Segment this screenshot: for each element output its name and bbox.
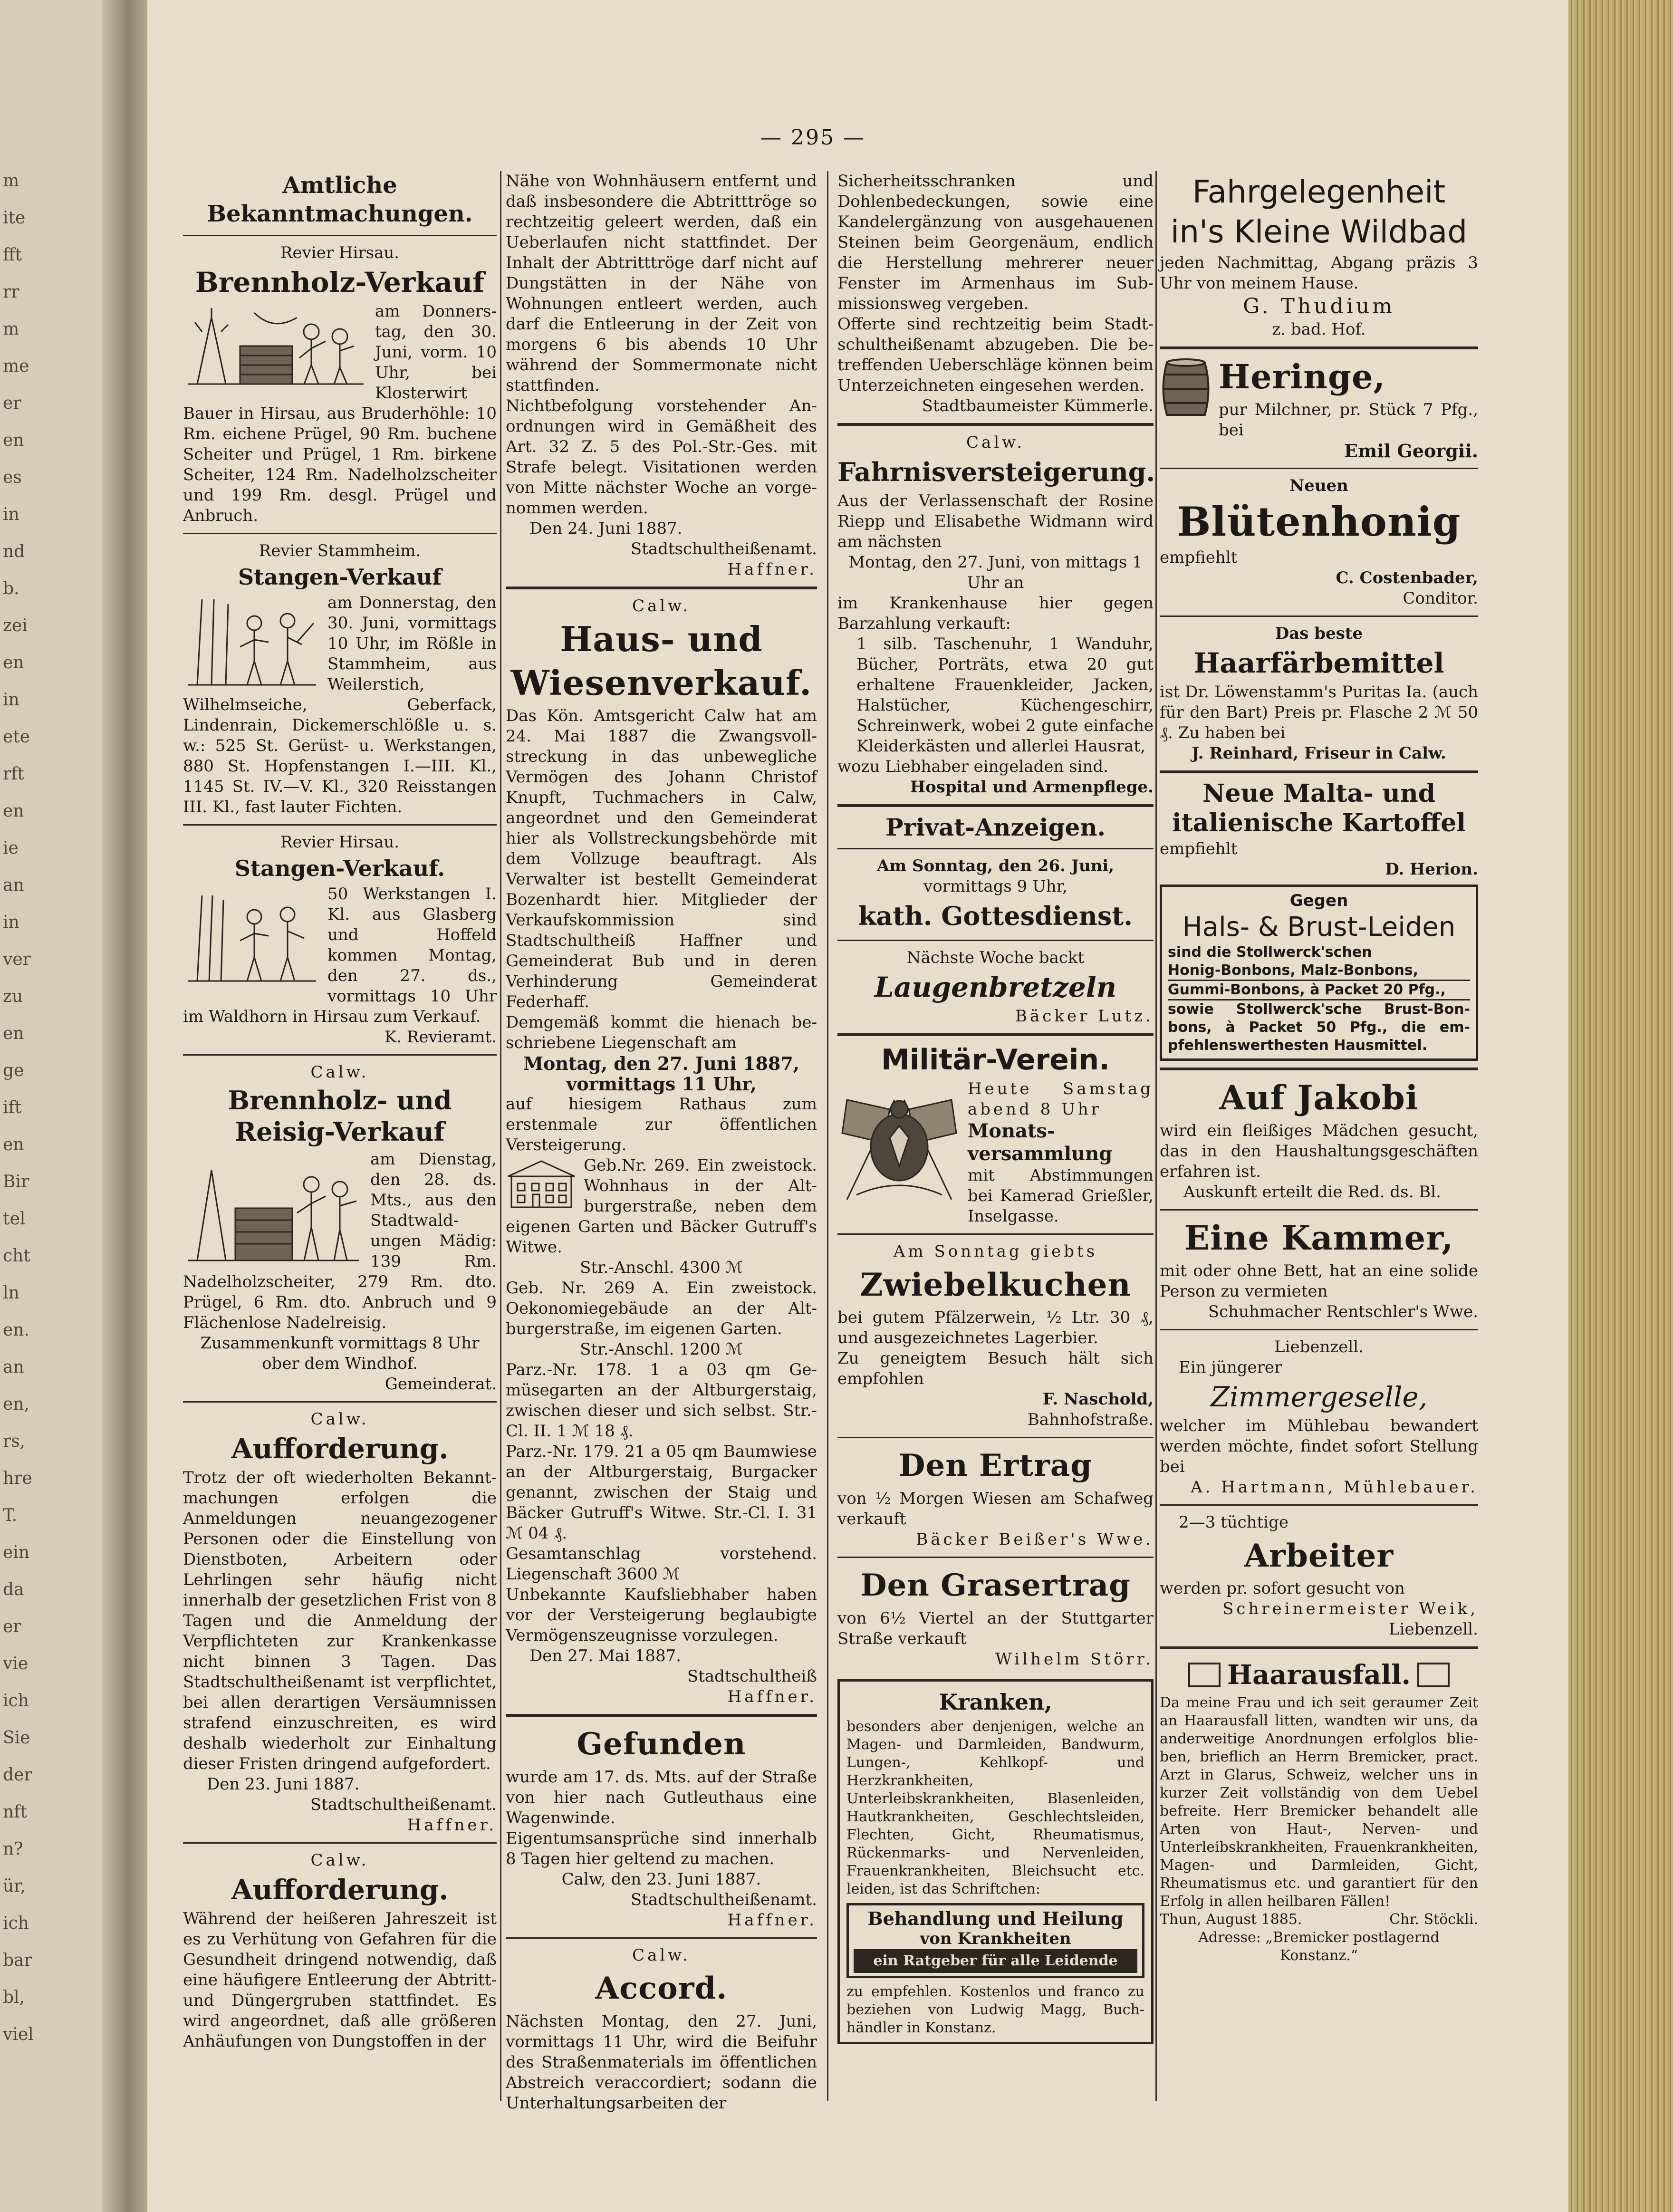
ad-body: von 6½ Viertel an der Stuttgarter Straße verkauft <box>837 1609 1154 1648</box>
ad-title: Hals- & Brust-Leiden <box>1182 912 1456 943</box>
previous-page-fragment: ete <box>3 727 30 747</box>
ad-title: Accord. <box>595 1971 728 2006</box>
ad-office: Stadtschultheißenamt. <box>310 1795 497 1814</box>
ad-date: Den 27. Mai 1887. <box>529 1646 682 1665</box>
previous-page-fragment: hre <box>3 1469 32 1488</box>
woodcut-lumberjacks-icon <box>183 1151 364 1265</box>
ad-place: Calw. <box>632 1946 691 1965</box>
ad-title: Zwiebelkuchen <box>860 1266 1131 1303</box>
ad-body: Trotz der oft wiederholten Bekanntmachungen erfolgen die Anmeldungen neuangezogener Personen oder die Einstellung von Dienstboten, Arbeitern oder Lehrlingen sehr häufig nicht innerhalb der gesetzlichen Frist von 8 Tagen und die Anmeldung der Verpflichteten zur Krankenkasse nicht binnen 3 Tagen. Das Stadtschultheißenamt ist verpflichtet, bei allen derartigen Versäumnissen strafend einzuschreiten, es wird deshalb wiederholt zur Einhaltung dieser Fristen dringend aufgefordert. <box>183 1468 497 1773</box>
ad-title: Heringe, <box>1219 357 1385 396</box>
ad-items: 1 silb. Taschenuhr, 1 Wanduhr, Bücher, Porträts, etwa 20 gut erhaltene Frauenkleider, Jacken, Halstücher, Küchengeschirr, Schreinwerk, wobei 2 gute einfache Kleiderkästen und allerlei Hausrat, <box>856 635 1154 756</box>
ad-body: am Donnerstag, den 30. Juni, vorm. 10 Uhr, bei Klosterwirt Bauer in Hirsau, aus Bruderhöhle: 10 Rm. eichene Prügel, 90 Rm. buchene Scheiter und Prügel, 1 Rm. birkene Scheiter, 124 Rm. Nadelholzscheiter und 199 Rm. desgl. Prügel und Anbruch. <box>183 302 497 525</box>
ad-date: Den 24. Juni 1887. <box>529 519 683 538</box>
ad-signature: Schreinermeister Weik, <box>1222 1599 1478 1618</box>
previous-page-fragment: en, <box>3 1395 29 1414</box>
ad-signature: Wilhelm Störr. <box>995 1650 1154 1669</box>
ad-body: Eigentumsansprüche sind innerhalb 8 Tagen hier geltend zu machen. <box>506 1829 817 1868</box>
ad-body: Sicherheitsschranken und Dohlenbedeckungen, sowie eine Kandelergänzung von ausgehauenen Steinen beim Georgenäum, endlich die Herstellung mehrerer neuer Fenster im Armenhaus im Submissionsweg vergeben. <box>837 172 1154 313</box>
ad-box-kranken <box>837 1679 1154 2044</box>
ad-total: Gesamtanschlag vorstehend. Liegenschaft 3600 ℳ <box>506 1544 817 1584</box>
ad-line: Am Sonntag giebts <box>893 1242 1098 1261</box>
ad-signature: Emil Georgii. <box>1344 440 1478 462</box>
ad-signature: Stadtbaumeister Kümmerle. <box>922 396 1154 415</box>
ad-body: Nähe von Wohnhäusern entfernt und daß insbesondere die Abtritttröge so rechtzeitig geleert werden, daß ein Ueberlaufen nicht stattfindet. Der Inhalt der Abtritttröge darf nicht auf Dungstätten in der Nähe von Wohnungen entleert werden, auch darf die Entleerung in der Zeit von morgens 6 bis abends 10 Uhr während der Sommermonate nicht stattfinden. <box>506 172 817 395</box>
ad-line: Nächste Woche backt <box>906 948 1085 967</box>
previous-page-fragment: en <box>3 801 24 821</box>
eagle-flags-emblem-icon <box>837 1081 961 1209</box>
previous-page-fragment: ein <box>3 1543 30 1562</box>
ad-signature: Conditor. <box>1403 589 1478 608</box>
ad-title: Wiesenverkauf. <box>510 663 812 703</box>
ad-date: Calw, den 23. Juni 1887. <box>561 1870 761 1889</box>
book-gutter <box>102 0 147 2212</box>
ad-body: Nichtbefolgung vorstehender Anordnungen wird in Gemäßheit des Art. 32 Z. 5 des Pol.-Str.-Ges. mit Strafe belegt. Visitationen werden von Mitte nächster Woche an vorgenommen werden. <box>506 396 817 518</box>
ad-item: Parz.-Nr. 179. 21 a 05 qm Baumwiese an der Altburgerstaig, Burgacker genannt, zwischen der Staig und Bäcker Gutruff's Witwe. Str.-Cl. I. 31 ℳ 04 ₰. <box>506 1442 817 1543</box>
previous-page-fragment: er <box>3 394 21 413</box>
previous-page-fragment: fft <box>3 245 22 265</box>
ad-line: vormittags 9 Uhr, <box>923 877 1067 896</box>
ad-item: Parz.-Nr. 178. 1 a 03 qm Gemüsegarten an der Altburgerstaig, zwischen dieser und sich selbst. Str.-Cl. II. 1 ℳ 18 ₰. <box>506 1360 817 1441</box>
previous-page-fragment: der <box>3 1765 32 1785</box>
ad-body: jeden Nachmittag, Abgang präzis 3 Uhr von meinem Hause. <box>1160 253 1478 293</box>
ad-place: Calw. <box>966 433 1025 452</box>
ad-when: Montag, den 27. Juni, von mittags 1 Uhr an <box>848 553 1143 592</box>
previous-page-fragment: ver <box>3 950 31 969</box>
ad-signature: Haffner. <box>727 1687 817 1706</box>
ad-line: Gummi-Bonbons, à Packet 20 Pfg., <box>1168 981 1470 1000</box>
ad-title: Aufforderung. <box>231 1433 449 1465</box>
ad-body: besonders aber denjenigen, welche an Magen- und Darmleiden, Bandwurm, Lungen-, Kehlkopf- und Herzkrankheiten, Unterleibskrankheiten, Blasenleiden, Hautkrankheiten, Geschlechtsleiden, Flechten, Gicht, Rheumatismus, Rückenmarks- und Nervenleiden, Frauenkrankheiten, Bleichsucht etc. leiden, ist das Schriftchen: <box>846 1718 1144 1897</box>
woodcut-foresters-icon <box>183 886 321 986</box>
ad-body: auf hiesigem Rathaus zum erstenmale zur öffentlichen Versteigerung. <box>506 1095 817 1154</box>
previous-page-edge <box>0 0 102 2212</box>
ad-title: Haarausfall. <box>1227 1659 1411 1691</box>
ad-body: empfiehlt <box>1160 839 1238 858</box>
previous-page-fragment: en <box>3 431 24 450</box>
ad-body: Das Kön. Amtsgericht Calw hat am 24. Mai 1887 die Zwangsvollstreckung in das unbewegliche Vermögen des Johann Christof Knupft, Tuchmachers in Calw, angeordnet und den Gemeinderat hier als Vollstreckungsbehörde mit dem Vollzuge beauftragt. Als Verwalter ist bestellt Gemeinderat Bozenhardt hier. Mitglieder der Verkaufskommission sind Stadtschultheiß Haffner und Gemeinderat Bub und in deren Verhinderung Gemeinderat Federhaff. <box>506 706 817 1011</box>
page-number: — 295 — <box>760 125 865 150</box>
previous-page-fragment: ln <box>3 1283 19 1303</box>
previous-page-fragment: rs, <box>3 1432 26 1451</box>
column-rule <box>1155 171 1157 2101</box>
previous-page-fragment: b. <box>3 579 19 598</box>
ad-body: Unbekannte Kaufsliebhaber haben vor der Versteigerung beglaubigte Vermögenszeugnisse vorzulegen. <box>506 1585 817 1645</box>
previous-page-fragment: ite <box>3 208 26 228</box>
ad-line: sowie Stollwerck'sche Brust-Bonbons, à Packet 50 Pfg., die empfehlenswerthesten Hausmittel. <box>1168 1001 1470 1054</box>
ad-line: Honig-Bonbons, Malz-Bonbons, <box>1168 962 1470 981</box>
ad-item: Geb.Nr. 269. Ein zweistock. Wohnhaus in der Altburgerstraße, neben dem eigenen Garten und Bäcker Gutruff's Witwe. <box>506 1156 817 1257</box>
previous-page-fragment: an <box>3 875 24 895</box>
previous-page-fragment: rr <box>3 282 19 302</box>
section-header-official: Amtliche Bekanntmachungen. <box>207 172 473 227</box>
booklet-subtitle: ein Ratgeber für alle Leidende <box>854 1949 1137 1973</box>
ad-title: Den Grasertrag <box>860 1568 1131 1603</box>
ad-pretitle: Ein jüngerer <box>1179 1358 1282 1377</box>
ad-title: Stangen-Verkauf. <box>234 856 445 881</box>
ornament-icon <box>1188 1663 1221 1687</box>
ad-title: Kranken, <box>939 1689 1052 1715</box>
ad-line: sind die Stollwerck'schen <box>1168 944 1372 961</box>
ad-body: wird ein fleißiges Mädchen gesucht, das in den Haushaltungsgeschäften erfahren ist. <box>1160 1121 1478 1181</box>
ad-line: Am Sonntag, den 26. Juni, <box>876 856 1115 875</box>
ad-body: wurde am 17. ds. Mts. auf der Straße von hier nach Gutleuthaus eine Wagenwinde. <box>506 1768 817 1827</box>
ad-title: Fahrgelegenheit <box>1192 173 1446 210</box>
ad-title: Brennholz- und Reisig-Verkauf <box>228 1085 452 1147</box>
ad-signature: K. Revieramt. <box>384 1028 497 1047</box>
previous-page-fragment: viel <box>3 2025 34 2044</box>
ad-title: Haarfärbemittel <box>1193 647 1444 679</box>
ad-body: im Krankenhause hier gegen Barzahlung verkauft: <box>837 594 1154 633</box>
previous-page-fragment: me <box>3 356 29 376</box>
ad-signature: Chr. Stöckli. <box>1389 1911 1478 1928</box>
previous-page-fragment: en <box>3 1135 24 1154</box>
ad-title: Den Ertrag <box>898 1448 1093 1483</box>
column-rule <box>827 171 828 2101</box>
column-2 <box>506 171 817 2113</box>
ad-body: mit oder ohne Bett, hat an eine solide Person zu vermieten <box>1160 1261 1478 1301</box>
previous-page-fragment: rft <box>3 764 24 784</box>
ad-body: Zu geneigtem Besuch hält sich empfohlen <box>837 1349 1154 1388</box>
ad-body: Aus der Verlassenschaft der Rosine Riepp und Elisabethe Widmann wird am nächsten <box>837 491 1154 551</box>
previous-page-fragment: ich <box>3 1691 29 1711</box>
column-1 <box>183 171 497 2101</box>
previous-page-fragment: en <box>3 653 24 673</box>
ad-body: pur Milchner, pr. Stück 7 Pfg., bei <box>1219 400 1478 440</box>
previous-page-fragment: zu <box>3 987 23 1006</box>
ad-signature: Schuhmacher Rentschler's Wwe. <box>1208 1302 1478 1321</box>
ad-body: mit Abstimmungen bei Kamerad Grießler, Inselgasse. <box>968 1166 1154 1226</box>
ad-body: welcher im Mühlebau bewandert werden möchte, findet sofort Stellung bei <box>1160 1416 1478 1476</box>
column-3 <box>837 171 1154 2101</box>
ad-body: 50 Werkstangen I. Kl. aus Glasberg und Hoffeld kommen Montag, den 27. ds., vormittags 10 Uhr im Waldhorn in Hirsau zum Verkauf. <box>183 885 497 1026</box>
ad-body: Auskunft erteilt die Red. ds. Bl. <box>1183 1183 1441 1202</box>
ad-title: Fahrnisversteigerung. <box>837 457 1155 487</box>
ad-title: Stangen-Verkauf <box>238 564 442 590</box>
ad-body: Nächsten Montag, den 27. Juni, vormittags 11 Uhr, wird die Beifuhr des Straßenmaterials im öffentlichen Abstreich veraccordiert; sodann die Unterhaltungsarbeiten der <box>506 2012 817 2113</box>
ad-title: Laugenbretzeln <box>874 971 1116 1003</box>
ad-place: Liebenzell. <box>1274 1337 1364 1356</box>
ad-title: Gefunden <box>577 1726 746 1762</box>
ad-place: Calw. <box>310 1410 369 1429</box>
ad-signature: Gemeinderat. <box>385 1375 497 1394</box>
previous-page-fragment: ür, <box>3 1876 26 1896</box>
ad-subtitle: Monatsversammlung <box>968 1120 1113 1165</box>
ad-place: Calw. <box>632 596 691 616</box>
booklet-title-box <box>846 1903 1144 1978</box>
previous-page-fragment: ge <box>3 1061 24 1080</box>
previous-page-fragment: cht <box>3 1246 30 1266</box>
ad-pretitle: Das beste <box>1275 624 1363 643</box>
ad-body: Während der heißeren Jahreszeit ist es zu Verhütung von Gefahren für die Gesundheit dringend notwendig, daß eine häufigere Entleerung der Abtritt- und Düngergruben stattfindet. Es wird angeordnet, daß alle größeren Anhäufungen von Dungstoffen in der <box>183 1909 497 2051</box>
ad-signature: Liebenzell. <box>1389 1620 1478 1639</box>
ad-signature: Haffner. <box>727 1911 817 1930</box>
ad-signature: A. Hartmann, Mühlebauer. <box>1191 1478 1478 1497</box>
ad-body: Demgemäß kommt die hienach beschriebene Liegenschaft am <box>506 1013 817 1052</box>
ad-body: zu empfehlen. Kostenlos und franco zu beziehen von Ludwig Magg, Buchhändler in Konstanz. <box>846 1983 1144 2036</box>
previous-page-fragment: T. <box>3 1506 18 1525</box>
ad-item-value: Str.-Anschl. 4300 ℳ <box>580 1258 743 1277</box>
ad-office: Stadtschultheiß <box>687 1667 817 1686</box>
ad-signature: C. Costenbader, <box>1336 568 1478 587</box>
ad-text: Zusammenkunft vormittags 8 Uhr ober dem Windhof. <box>200 1334 480 1373</box>
house-icon <box>506 1157 577 1210</box>
ad-place: Calw. <box>310 1851 369 1870</box>
ad-body: von ½ Morgen Wiesen am Schafweg verkauft <box>837 1489 1154 1529</box>
previous-page-fragment: bar <box>3 1951 32 1970</box>
previous-page-fragment: in <box>3 505 19 524</box>
ad-title-row <box>1160 1656 1478 1694</box>
ad-signature: J. Reinhard, Friseur in Calw. <box>1192 744 1446 763</box>
column-4 <box>1160 171 1478 2101</box>
booklet-title: Behandlung und Heilung <box>867 1908 1124 1929</box>
ad-pretitle: Gegen <box>1289 891 1348 910</box>
ad-body: werden pr. sofort gesucht von <box>1160 1579 1405 1598</box>
ad-signature: Haffner. <box>727 560 817 579</box>
ad-signature: Bahnhofstraße. <box>1027 1410 1154 1429</box>
ad-office: Stadtschultheißenamt. <box>630 539 817 558</box>
ad-time-bold: vormittags 11 Uhr, <box>566 1073 757 1095</box>
previous-page-fragment: in <box>3 690 19 710</box>
previous-page-fragment: bl, <box>3 1988 25 2007</box>
ad-title: Auf Jakobi <box>1219 1078 1419 1117</box>
ad-title: in's Kleine Wildbad <box>1170 213 1468 250</box>
ad-office: Stadtschultheißenamt. <box>630 1890 817 1909</box>
ad-place: Revier Stammheim. <box>259 541 421 560</box>
previous-page-fragment: n? <box>3 1839 23 1859</box>
previous-page-fragment: nd <box>3 542 25 561</box>
booklet-title: von Krankheiten <box>920 1929 1071 1948</box>
previous-page-fragment: nft <box>3 1802 27 1822</box>
previous-page-fragment: ie <box>3 838 19 858</box>
ad-body: ist Dr. Löwenstamm's Puritas Ia. (auch für den Bart) Preis pr. Flasche 2 ℳ 50 ₰. Zu haben bei <box>1160 683 1478 742</box>
previous-page-fragment: zei <box>3 616 28 635</box>
ad-body: empfiehlt <box>1160 548 1238 567</box>
ad-title: kath. Gottesdienst. <box>858 901 1133 931</box>
ad-date: Den 23. Juni 1887. <box>207 1775 360 1794</box>
ad-body: Heute Samstag abend 8 Uhr <box>968 1079 1154 1119</box>
ad-title: italienische Kartoffel <box>1172 808 1466 837</box>
ad-body: wozu Liebhaber eingeladen sind. <box>837 757 1108 776</box>
ad-date-bold: Montag, den 27. Juni 1887, <box>523 1053 800 1074</box>
previous-page-fragment: m <box>3 319 19 339</box>
ad-title: Zimmergeselle, <box>1210 1381 1428 1413</box>
ad-signature: Hospital und Armenpflege. <box>910 778 1154 797</box>
ad-signature: G. Thudium <box>1243 294 1395 318</box>
barrel-icon <box>1160 358 1212 420</box>
ad-body: bei gutem Pfälzerwein, ½ Ltr. 30 ₰, und ausgezeichnetes Lagerbier. <box>837 1308 1154 1347</box>
previous-page-fragment: ich <box>3 1914 29 1933</box>
previous-page-fragment: tel <box>3 1209 26 1229</box>
previous-page-fragment: Bir <box>3 1172 29 1192</box>
ad-signature: Haffner. <box>407 1816 497 1835</box>
ad-body: am Dienstag, den 28. ds. Mts., aus den Stadtwaldungen Mädig: 139 Rm. Nadelholzscheiter, 279 Rm. dto. Prügel, 6 Rm. dto. Anbruch und 9 Flächenlose Nadelreisig. <box>183 1150 497 1332</box>
previous-page-fragment: en. <box>3 1320 29 1340</box>
ad-place: Calw. <box>310 1063 369 1082</box>
ad-signature: Bäcker Lutz. <box>1015 1007 1154 1026</box>
ad-title: Aufforderung. <box>231 1874 449 1906</box>
previous-page-fragment: an <box>3 1357 24 1377</box>
previous-page-fragment: en <box>3 1024 24 1043</box>
previous-page-fragment: Sie <box>3 1728 30 1748</box>
column-rule <box>500 171 501 2101</box>
ad-signature: z. bad. Hof. <box>1272 320 1366 339</box>
ad-footer <box>1160 1911 1478 1929</box>
ad-place: Revier Hirsau. <box>280 833 400 852</box>
ad-item-value: Str.-Anschl. 1200 ℳ <box>580 1340 743 1359</box>
ad-signature: D. Herion. <box>1385 860 1478 879</box>
previous-page-fragment: vie <box>3 1654 29 1673</box>
ad-pretitle: 2—3 tüchtige <box>1179 1513 1288 1532</box>
ad-title: Eine Kammer, <box>1184 1218 1454 1258</box>
ad-box-stollwerck <box>1160 885 1478 1061</box>
previous-page-fragment: es <box>3 468 22 487</box>
ad-address: Adresse: „Bremicker postlagernd Konstanz.“ <box>1198 1929 1440 1964</box>
previous-page-fragment: da <box>3 1580 24 1599</box>
page-edges <box>1568 0 1673 2212</box>
ad-date: Thun, August 1885. <box>1160 1911 1302 1928</box>
ad-title: Brennholz-Verkauf <box>195 266 485 298</box>
ad-title: Haus- und <box>560 619 763 659</box>
ad-title: Militär-Verein. <box>881 1043 1110 1077</box>
ad-place: Revier Hirsau. <box>280 243 400 262</box>
ad-signature: F. Naschold, <box>1042 1390 1154 1409</box>
ad-signature: Bäcker Beißer's Wwe. <box>916 1530 1154 1549</box>
ornament-icon <box>1417 1663 1450 1687</box>
woodcut-lumberjacks-icon <box>183 303 368 389</box>
ad-title: Arbeiter <box>1244 1537 1394 1574</box>
previous-page-fragment: m <box>3 171 19 191</box>
ad-title: Blütenhonig <box>1177 498 1461 545</box>
ad-body: Offerte sind rechtzeitig beim Stadtschultheißenamt abzugeben. Die betreffenden Ueberschläge können beim Unterzeichneten eingesehen werden. <box>837 315 1154 395</box>
ad-pretitle: Neuen <box>1289 476 1348 495</box>
previous-page-fragment: in <box>3 913 19 932</box>
previous-page-fragment: ift <box>3 1098 22 1117</box>
woodcut-foresters-icon <box>183 595 321 690</box>
ad-body: am Donnerstag, den 30. Juni, vormittags 10 Uhr, im Rößle in Stammheim, aus Weilerstich, Wilhelmseiche, Geberfack, Lindenrain, Dickemerschlößle u. s. w.: 525 St. Gerüst- u. Werkstangen, 880 St. Hopfenstangen I.—III. Kl., 1145 St. IV.—V. Kl., 320 Reisstangen III. Kl., fast lauter Fichten. <box>183 593 497 817</box>
section-header-private: Privat-Anzeigen. <box>885 813 1106 841</box>
previous-page-fragment: er <box>3 1617 21 1636</box>
ad-item: Geb. Nr. 269 A. Ein zweistock. Oekonomiegebäude an der Altburgerstraße, im eigenen Garten. <box>506 1279 817 1338</box>
ad-title: Neue Malta- und <box>1202 779 1435 808</box>
ad-body: Da meine Frau und ich seit geraumer Zeit an Haarausfall litten, wandten wir uns, da anderweitige Anordnungen erfolglos blieben, brieflich an Herrn Bremicker, pract. Arzt in Glarus, Schweiz, welcher uns in kurzer Zeit vollständig von dem Uebel befreite. Herr Bremicker behandelt alle Arten von Haut-, Nerven- und Unterleibskrankheiten, Frauenkrankheiten, Magen- und Darmleiden, Gicht, Rheumatismus etc. und garantiert für den Erfolg in allen heilbaren Fällen! <box>1160 1694 1478 1910</box>
